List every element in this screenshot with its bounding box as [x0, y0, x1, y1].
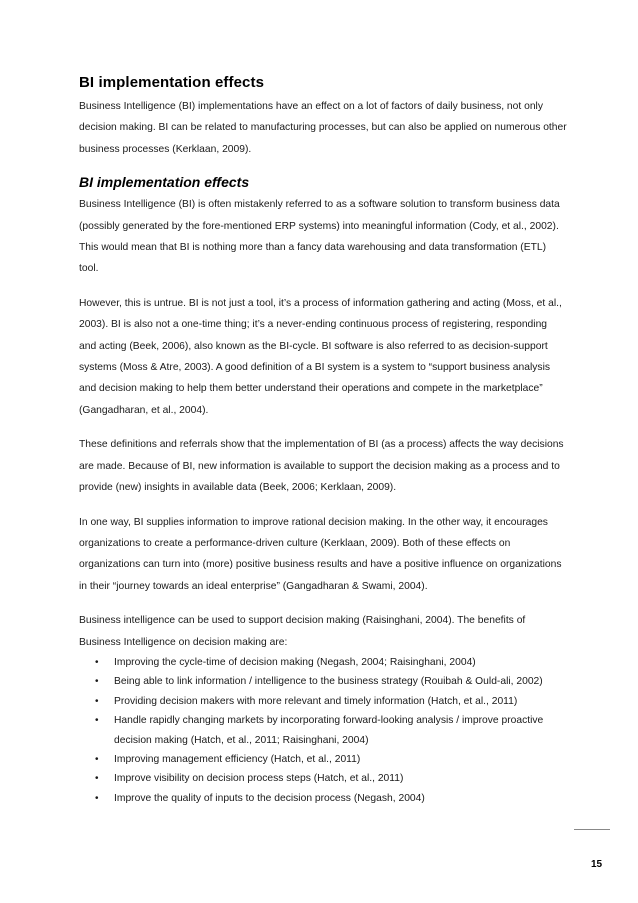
bullet-icon: • — [95, 773, 99, 785]
list-item — [79, 692, 567, 711]
document-page — [79, 74, 567, 808]
list-item-text: Improving management efficiency (Hatch, et al., 2011) — [114, 753, 361, 765]
list-item — [79, 750, 567, 769]
list-item-text: Providing decision makers with more relevant and timely information (Hatch, et al., 2011) — [114, 695, 518, 707]
body-paragraph: Business intelligence can be used to support decision making (Raisinghani, 2004). The benefits of Business Intelligence on decision making are: — [79, 615, 526, 648]
footer-divider — [574, 829, 610, 830]
list-item — [79, 769, 567, 788]
bullet-icon: • — [95, 715, 99, 727]
body-paragraph: However, this is untrue. BI is not just a tool, it’s a process of information gathering and acting (Moss, et al., 2003). BI is also not a one-time thing; it’s a never-ending continuous process of registering, responding and acting (Beek, 2006), also known as the BI-cycle. BI software is also referred to as decision-support systems (Moss & Atre, 2003). A good definition of a BI system is a system to “support business analysis and decision making to help them better understand their operations and compete in the marketplace” (Gangadharan, et al., 2004). — [79, 297, 562, 416]
list-item — [79, 672, 567, 691]
body-paragraph: Business Intelligence (BI) is often mistakenly referred to as a software solution to transform business data (possibly generated by the fore-mentioned ERP systems) into meaningful information (Cody, et al., 2002). This would mean that BI is nothing more than a fancy data warehousing and data transformation (ETL) tool. — [79, 199, 560, 275]
list-item — [79, 789, 567, 808]
bullet-icon: • — [95, 676, 99, 688]
bullet-icon: • — [95, 792, 99, 804]
bullet-icon: • — [95, 753, 99, 765]
list-item-text: Being able to link information / intelligence to the business strategy (Rouibah & Ould-ali, 2002) — [114, 676, 543, 688]
list-item — [79, 711, 567, 750]
bullet-icon: • — [95, 695, 99, 707]
intro-paragraph: Business Intelligence (BI) implementations have an effect on a lot of factors of daily business, not only decision making. BI can be related to manufacturing processes, but can also be applied on numerous other business processes (Kerklaan, 2009). — [79, 101, 567, 155]
list-item-text: Handle rapidly changing markets by incorporating forward-looking analysis / improve proactive decision making (Hatch, et al., 2011; Raisinghani, 2004) — [114, 715, 544, 746]
benefits-list — [79, 653, 567, 808]
page-number: 15 — [591, 859, 603, 870]
list-item-text: Improving the cycle-time of decision making (Negash, 2004; Raisinghani, 2004) — [114, 656, 476, 668]
body-paragraph: These definitions and referrals show that the implementation of BI (as a process) affects the way decisions are made. Because of BI, new information is available to support the decision making as a process and to provide (new) insights in available data (Beek, 2006; Kerklaan, 2009). — [79, 439, 564, 494]
list-item-text: Improve the quality of inputs to the decision process (Negash, 2004) — [114, 792, 425, 804]
body-paragraph: In one way, BI supplies information to improve rational decision making. In the other way, it encourages organizations to create a performance-driven culture (Kerklaan, 2009). Both of these effects on organizations can turn into (more) positive business results and have a positive influence on organizations in their “journey towards an ideal enterprise” (Gangadharan & Swami, 2004). — [79, 516, 562, 592]
subsection-heading: BI implementation effects — [79, 174, 250, 191]
section-heading: BI implementation effects — [79, 74, 265, 91]
list-item — [79, 653, 567, 672]
list-item-text: Improve visibility on decision process steps (Hatch, et al., 2011) — [114, 773, 404, 785]
bullet-icon: • — [95, 656, 99, 668]
